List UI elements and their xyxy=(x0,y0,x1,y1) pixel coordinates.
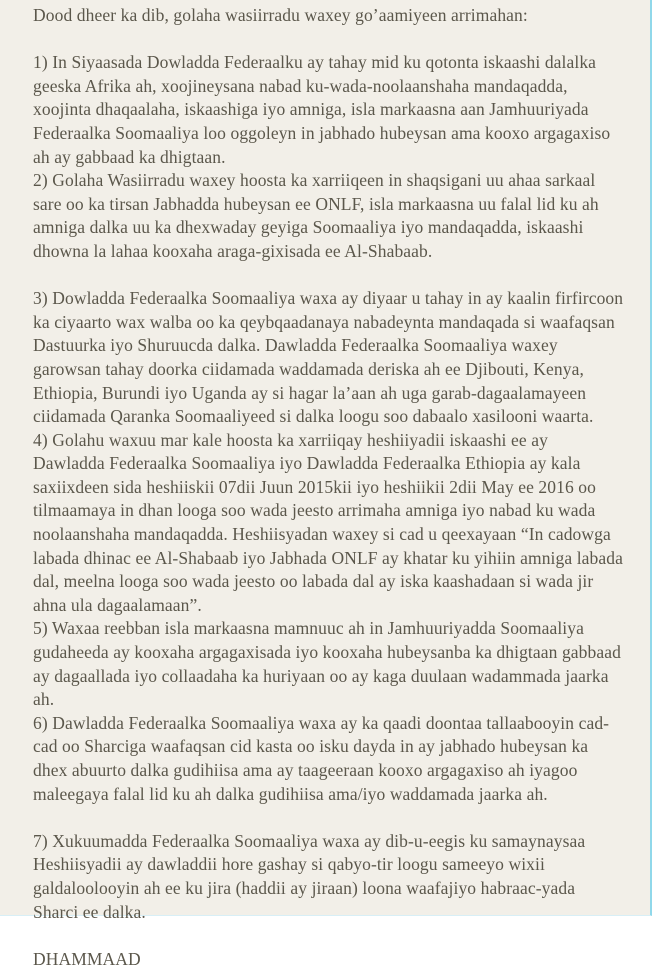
resolution-item-6: 6) Dawladda Federaalka Soomaaliya waxa ay ka qaadi doontaa tallaabooyin cad-cad oo Sharciga waafaqsan cid kasta oo isku dayda in ay jabhado hubeysan ka dhex abuurto dalka gudihiisa ama ay taageeraan kooxo argagaxiso ah iyagoo maleegaya falal lid ku ah dalka gudihiisa ama/iyo waddamada jaarka ah. xyxy=(33,712,610,804)
resolution-item-3: 3) Dowladda Federaalka Soomaaliya waxa ay diyaar u tahay in ay kaalin firfircoon ka ciyaarto wax walba oo ka qeybqaadanaya nabadeynta mandaqada si waafaqsan Dastuurka iyo Shuruucda dalka. Dawladda Federaalka Soomaaliya waxey garowsan tahay doorka ciidamada waddamada deriska ah ee Djibouti, Kenya, Ethiopia, Burundi iyo Uganda ay si hagar la’aan ah uga garab-dagaalamayeen ciidamada Qaranka Soomaaliyeed si dalka loogu soo dabaalo xasilooni waarta. xyxy=(33,288,624,427)
resolution-item-2: 2) Golaha Wasiirradu waxey hoosta ka xarriiqeen in shaqsigani uu ahaa sarkaal sare oo ka tirsan Jabhadda hubeysan ee ONLF, isla markaasna uu falal lid ku ah amniga dalka uu ka dhexwaday geyiga Soomaaliya iyo mandaqadda, iskaashi dhowna la lahaa kooxaha araga-gixisada ee Al-Shabaab. xyxy=(33,170,599,261)
document-end-marker: DHAMMAAD xyxy=(33,948,141,969)
intro-line: Dood dheer ka dib, golaha wasiirradu waxey go’aamiyeen arrimahan: xyxy=(33,5,528,25)
resolution-item-4: 4) Golahu waxuu mar kale hoosta ka xarriiqay heshiiyadii iskaashi ee ay Dawladda Federaalka Soomaaliya iyo Dawladda Federaalka Ethiopia ay kala saxiixdeen sida heshiiskii 07dii Juun 2015kii iyo heshiikii 2dii May ee 2016 oo tilmaamaya in dhan looga soo wada jeesto arrimaha amniga iyo nabad ku wada noolaanshaha mandaqadda. Heshiisyadan waxey si cad u qeexayaan “In cadowga labada dhinac ee Al-Shabaab iyo Jabhada ONLF ay khatar ku yihiin amniga labada dal, meelna looga soo wada jeesto oo labada dal ay iska kaashadaan si wada jir ahna ula dagaalamaan”. xyxy=(33,429,623,615)
resolution-item-5: 5) Waxaa reebban isla markaasna mamnuuc ah in Jamhuuriyadda Soomaaliya gudaheeda ay kooxaha argagaxisada iyo kooxaha hubeysanba ka dhigtaan gabbaad ay dagaallada iyo collaadaha ka huriyaan oo ay kaga duulaan wadammada jaarka ah. xyxy=(33,618,621,710)
resolution-item-1: 1) In Siyaasada Dowladda Federaalku ay tahay mid ku qotonta iskaashi dalalka geeska Afrika ah, xoojineysana nabad ku-wada-noolaanshaha mandaqadda, xoojinta dhaqaalaha, iskaashiga iyo amniga, isla markaasna aan Jamhuuriyada Federaalka Soomaaliya loo oggoleyn in jabhado hubeysan ama kooxo argagaxiso ah ay gabbaad ka dhigtaan. xyxy=(33,52,611,167)
resolution-item-7: 7) Xukuumadda Federaalka Soomaaliya waxa ay dib-u-eegis ku samaynaysaa Heshiisyadii ay dawladdii hore gashay si qabyo-tir loogu sameeyo wixii galdaloolooyin ah ee ku jira (haddii ay jiraan) loona waafajiyo habraac-yada Sharci ee dalka. xyxy=(33,830,586,922)
